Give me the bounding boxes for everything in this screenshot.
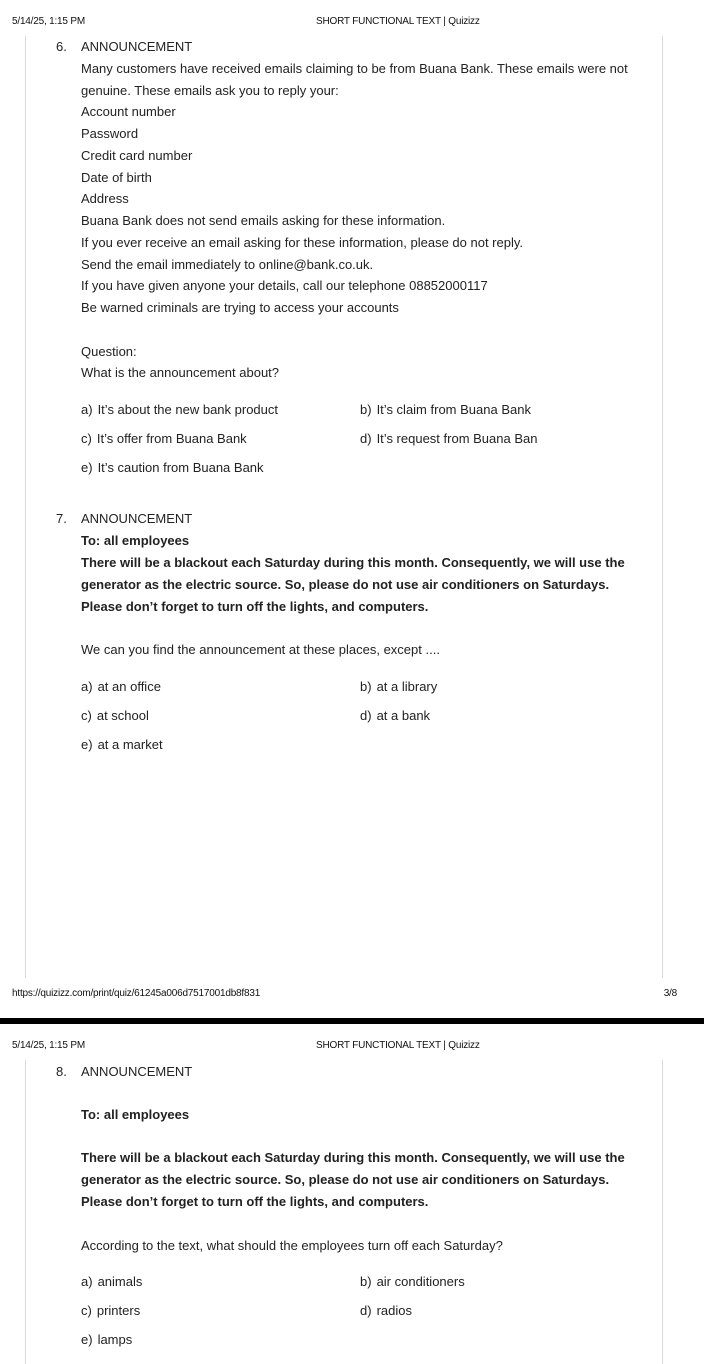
body-line: Credit card number bbox=[81, 148, 193, 163]
body-line: Please don’t forget to turn off the lights, and computers. bbox=[81, 599, 429, 614]
option-letter: b) bbox=[360, 1274, 372, 1289]
question-heading: ANNOUNCEMENT bbox=[81, 511, 193, 526]
answer-option-e[interactable] bbox=[81, 460, 264, 475]
question-number: 8. bbox=[56, 1064, 67, 1079]
answer-option-d[interactable] bbox=[360, 431, 537, 446]
body-line: genuine. These emails ask you to reply your: bbox=[81, 83, 339, 98]
option-text: It’s request from Buana Ban bbox=[376, 431, 538, 446]
answer-option-e[interactable] bbox=[81, 737, 163, 752]
option-letter: b) bbox=[360, 679, 372, 694]
body-line: There will be a blackout each Saturday during this month. Consequently, we will use the bbox=[81, 1150, 625, 1165]
option-text: It’s claim from Buana Bank bbox=[376, 402, 531, 417]
question-heading: ANNOUNCEMENT bbox=[81, 39, 193, 54]
answer-option-c[interactable] bbox=[81, 708, 149, 723]
print-header-datetime: 5/14/25, 1:15 PM bbox=[12, 16, 85, 27]
option-letter: e) bbox=[81, 1332, 93, 1347]
print-header-title: SHORT FUNCTIONAL TEXT | Quizizz bbox=[316, 16, 480, 27]
option-letter: d) bbox=[360, 1303, 372, 1318]
answer-option-d[interactable] bbox=[360, 1303, 412, 1318]
print-footer-url: https://quizizz.com/print/quiz/61245a006d7517001db8f831 bbox=[12, 988, 261, 999]
right-border-line bbox=[662, 1060, 663, 1364]
body-line: Please don’t forget to turn off the lights, and computers. bbox=[81, 1194, 429, 1209]
option-letter: a) bbox=[81, 679, 93, 694]
left-border-line bbox=[25, 1060, 26, 1364]
body-line: Password bbox=[81, 126, 139, 141]
print-header-title: SHORT FUNCTIONAL TEXT | Quizizz bbox=[316, 1040, 480, 1051]
option-letter: e) bbox=[81, 460, 93, 475]
body-line: Date of birth bbox=[81, 170, 152, 185]
question-text: We can you find the announcement at these places, except .... bbox=[81, 642, 440, 657]
body-line: generator as the electric source. So, please do not use air conditioners on Saturdays. bbox=[81, 577, 610, 592]
option-text: animals bbox=[97, 1274, 143, 1289]
question-number: 6. bbox=[56, 39, 67, 54]
option-text: It’s offer from Buana Bank bbox=[96, 431, 247, 446]
option-letter: a) bbox=[81, 1274, 93, 1289]
print-footer-page: 3/8 bbox=[663, 988, 677, 999]
answer-option-c[interactable] bbox=[81, 1303, 140, 1318]
option-text: lamps bbox=[97, 1332, 133, 1347]
answer-option-a[interactable] bbox=[81, 1274, 142, 1289]
answer-option-e[interactable] bbox=[81, 1332, 132, 1347]
body-line: Send the email immediately to online@bank.co.uk. bbox=[81, 257, 374, 272]
body-line: generator as the electric source. So, please do not use air conditioners on Saturdays. bbox=[81, 1172, 610, 1187]
option-text: at a library bbox=[376, 679, 438, 694]
body-line: There will be a blackout each Saturday during this month. Consequently, we will use the bbox=[81, 555, 625, 570]
answer-option-a[interactable] bbox=[81, 402, 278, 417]
option-letter: b) bbox=[360, 402, 372, 417]
option-letter: c) bbox=[81, 708, 92, 723]
option-text: printers bbox=[96, 1303, 141, 1318]
print-page-2 bbox=[0, 1024, 704, 1364]
option-text: It’s about the new bank product bbox=[97, 402, 279, 417]
answer-option-d[interactable] bbox=[360, 708, 430, 723]
answer-option-b[interactable] bbox=[360, 402, 531, 417]
option-text: air conditioners bbox=[376, 1274, 465, 1289]
body-line: Many customers have received emails claiming to be from Buana Bank. These emails were not bbox=[81, 61, 628, 76]
option-text: at a market bbox=[97, 737, 163, 752]
question-heading: ANNOUNCEMENT bbox=[81, 1064, 193, 1079]
option-letter: a) bbox=[81, 402, 93, 417]
body-line: If you ever receive an email asking for these information, please do not reply. bbox=[81, 235, 523, 250]
left-border-line bbox=[25, 36, 26, 978]
option-letter: e) bbox=[81, 737, 93, 752]
question-text: What is the announcement about? bbox=[81, 365, 280, 380]
body-line: Account number bbox=[81, 104, 176, 119]
option-letter: c) bbox=[81, 1303, 92, 1318]
answer-option-c[interactable] bbox=[81, 431, 247, 446]
print-header-datetime: 5/14/25, 1:15 PM bbox=[12, 1040, 85, 1051]
question-number: 7. bbox=[56, 511, 67, 526]
option-text: at a bank bbox=[376, 708, 431, 723]
body-line: Be warned criminals are trying to access your accounts bbox=[81, 300, 399, 315]
answer-option-a[interactable] bbox=[81, 679, 161, 694]
answer-option-b[interactable] bbox=[360, 1274, 465, 1289]
right-border-line bbox=[662, 36, 663, 978]
option-text: at school bbox=[96, 708, 149, 723]
recipient-line: To: all employees bbox=[81, 1107, 190, 1122]
option-letter: d) bbox=[360, 431, 372, 446]
question-text: According to the text, what should the employees turn off each Saturday? bbox=[81, 1238, 503, 1253]
answer-option-b[interactable] bbox=[360, 679, 437, 694]
body-line: Buana Bank does not send emails asking for these information. bbox=[81, 213, 446, 228]
option-letter: c) bbox=[81, 431, 92, 446]
option-letter: d) bbox=[360, 708, 372, 723]
option-text: radios bbox=[376, 1303, 412, 1318]
body-line: If you have given anyone your details, call our telephone 08852000117 bbox=[81, 278, 488, 293]
body-line: Address bbox=[81, 191, 129, 206]
recipient-line: To: all employees bbox=[81, 533, 190, 548]
option-text: It’s caution from Buana Bank bbox=[97, 460, 264, 475]
option-text: at an office bbox=[97, 679, 161, 694]
question-label: Question: bbox=[81, 344, 137, 359]
